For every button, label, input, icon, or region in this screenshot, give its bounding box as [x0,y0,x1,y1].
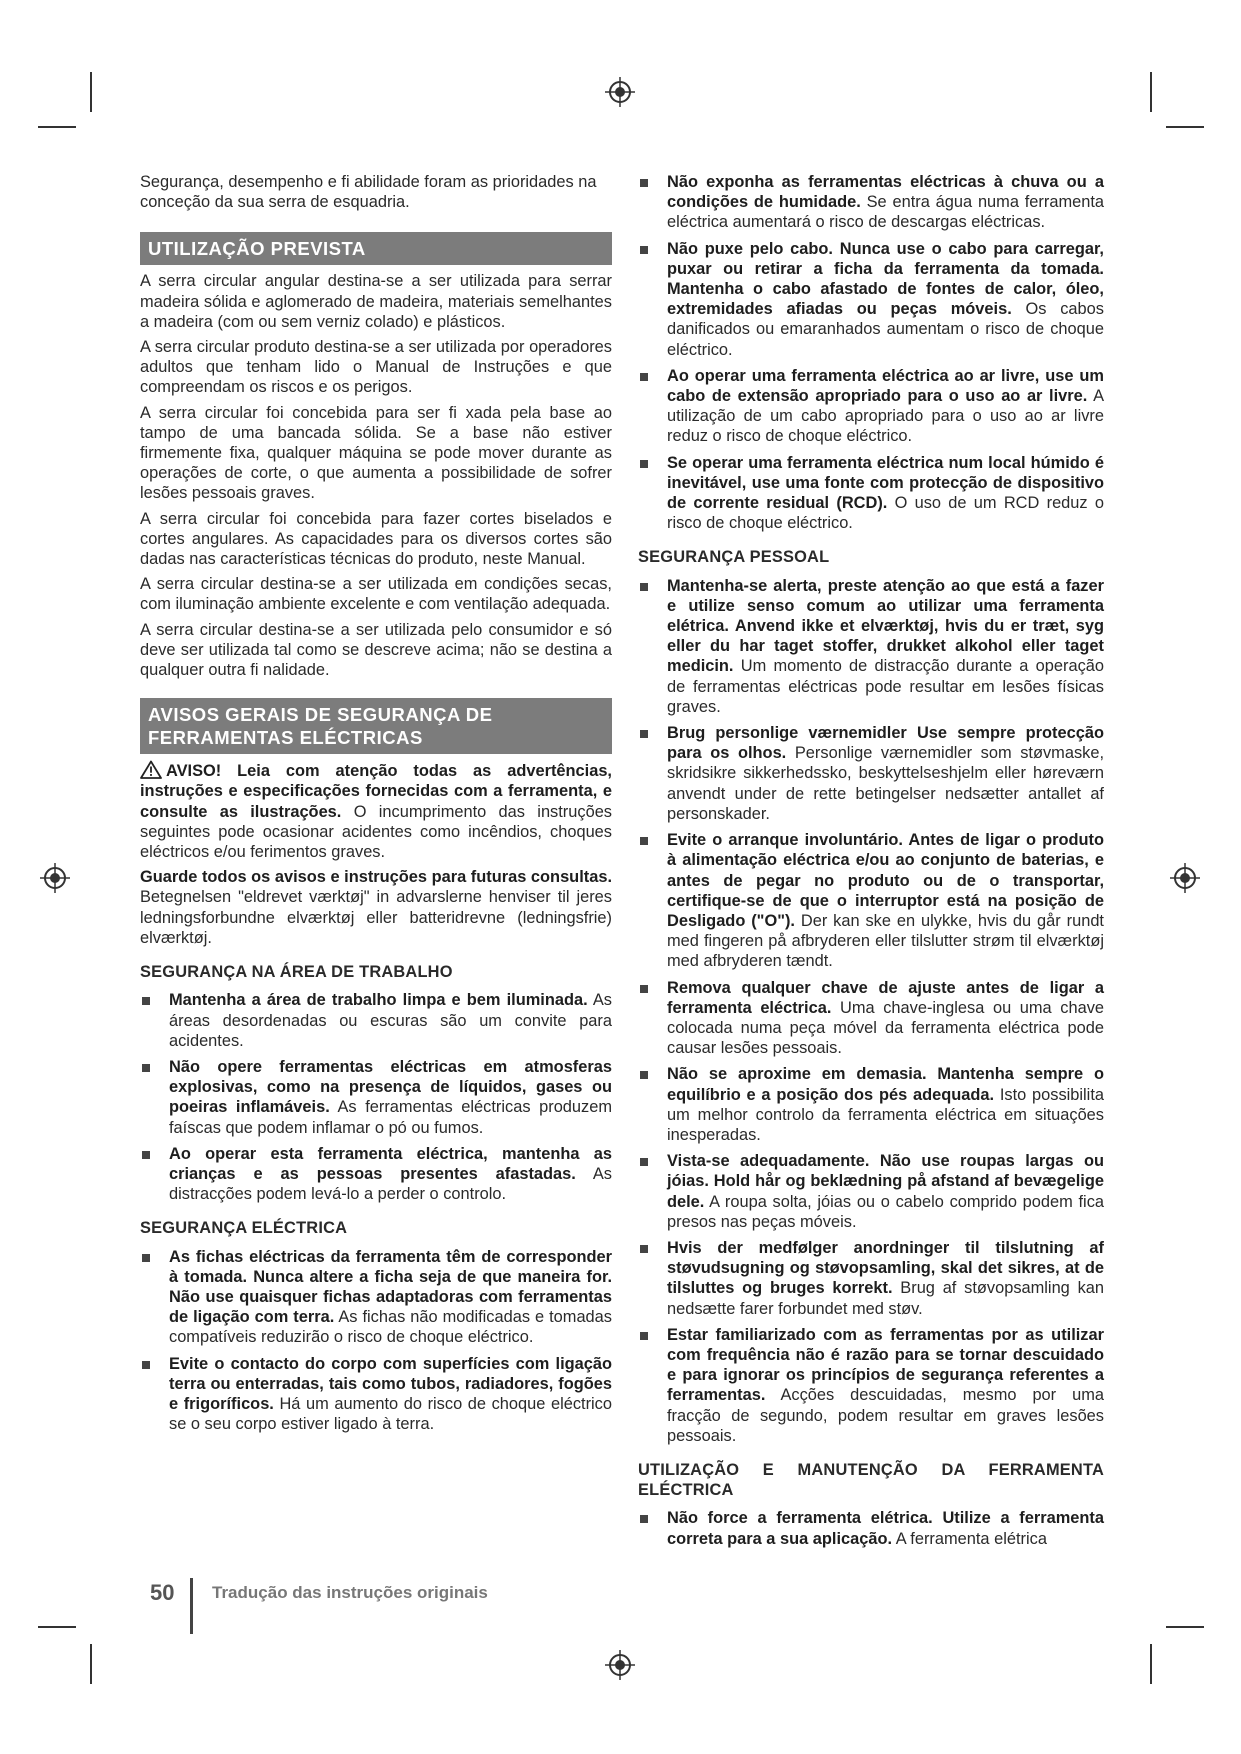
list-item [140,1247,612,1348]
intended-use-paragraph: A serra circular destina-se a ser utilizada em condições secas, com iluminação ambiente excelente e com ventilação adequada. [140,575,612,614]
bullet-icon [640,1515,648,1523]
crop-mark [38,126,76,128]
electrical-list-continued [638,172,1104,533]
item-bold: Não opere ferramentas eléctricas em atmosferas explosivas, como na presença de líquidos, gases ou poeiras inflamáveis. [169,1057,612,1117]
crop-mark [90,1644,92,1684]
bullet-icon [640,460,648,468]
bullet-icon [640,1158,648,1166]
item-bold: Ao operar esta ferramenta eléctrica, mantenha as crianças e as pessoas presentes afastadas. [169,1144,612,1183]
item-text: Um momento de distracção durante a operação de ferramentas eléctricas pode resultar em lesões físicas graves. [667,657,1104,716]
bullet-icon [142,1254,150,1262]
item-bold: Se operar uma ferramenta eléctrica num local húmido é inevitável, use uma fonte com protecção de dispositivo de corrente residual (RCD). [667,453,1104,513]
list-item [638,453,1104,534]
section-title-line: FERRAMENTAS ELÉCTRICAS [148,727,423,749]
bullet-icon [640,1332,648,1340]
bullet-icon [640,985,648,993]
section-title-intended-use: UTILIZAÇÃO PREVISTA [140,232,612,265]
item-text: Personlige værnemidler som støvmaske, skridsikre sikkerhedssko, beskyttelseshjelm eller høreværn anvendt under de rette betingelser nedsætter antallet af personskader. [667,744,1104,823]
list-item [140,990,612,1051]
intro-paragraph: Segurança, desempenho e fi abilidade foram as prioridades na conceção da sua serra de esquadria. [140,173,597,212]
warning-triangle-icon [140,760,162,779]
bullet-icon [640,246,648,254]
item-text: O uso de um RCD reduz o risco de choque eléctrico. [667,494,1104,533]
list-item [638,576,1104,717]
crop-mark [38,1626,76,1628]
intended-use-paragraph: A serra circular destina-se a ser utilizada pelo consumidor e só deve ser utilizada tal como se descreve acima; não se destina a qualquer outra fi nalidade. [140,620,612,680]
item-bold: Vista-se adequadamente. Não use roupas largas ou jóias. Hold hår og beklædning på afstand af bevægelige dele. [667,1152,1104,1211]
item-bold: Brug personlige værnemidler Use sempre protecção para os olhos. [667,724,1104,763]
list-item [140,1144,612,1205]
keep-text: Betegnelsen "eldrevet værktøj" in advarslerne henviser til jeres ledningsforbundne elværktøj eller batteridrevne (ledningsfrie) elværktøj. [140,888,612,947]
item-bold: Estar familiarizado com as ferramentas por as utilizar com frequência não é razão para se tornar descuidado e para ignorar os princípios de segurança referentes a ferramentas. [667,1325,1104,1405]
item-text: Se entra água numa ferramenta eléctrica aumentará o risco de descargas eléctricas. [667,193,1105,232]
item-bold: Mantenha a área de trabalho limpa e bem iluminada. [169,991,588,1010]
list-item [638,830,1104,971]
item-bold: Evite o arranque involuntário. Antes de ligar o produto à alimentação eléctrica e/ou ao conjunto de baterias, e antes de pegar no produto ou de o transportar, certifique-se de que o interruptor está na posição de Desligado ("O"). [667,831,1104,930]
item-text: As fichas não modificadas e tomadas compatíveis reduzirão o risco de choque eléctrico. [169,1308,612,1347]
keep-instructions-paragraph [140,867,612,948]
bullet-icon [142,1151,150,1159]
warning-bold: AVISO! Leia com atenção todas as advertências, instruções e especificações fornecidas com a ferramenta, e consulte as ilustrações. [140,762,612,821]
right-column [638,172,1104,1555]
crop-mark [90,72,92,112]
list-item [140,1057,612,1138]
item-bold: Ao operar uma ferramenta eléctrica ao ar livre, use um cabo de extensão apropriado para o uso ao ar livre. [667,366,1104,406]
subhead-work-area: SEGURANÇA NA ÁREA DE TRABALHO [140,963,453,982]
registration-mark-icon [605,1650,635,1680]
registration-mark-icon [605,77,635,107]
bullet-icon [142,1064,150,1072]
item-text: Uma chave-inglesa ou uma chave colocada numa peça móvel da ferramenta eléctrica pode causar lesões pessoais. [667,998,1105,1058]
personal-list [638,576,1104,1446]
item-bold: Não puxe pelo cabo. Nunca use o cabo para carregar, puxar ou retirar a ficha da ferramenta da tomada. Mantenha o cabo afastado de fontes de calor, óleo, extremidades afiadas ou peças móveis. [667,239,1104,319]
registration-mark-icon [40,863,70,893]
item-text: As ferramentas eléctricas produzem faíscas que podem inflamar o pó ou fumos. [169,1098,613,1137]
list-item [638,1238,1104,1319]
item-bold: Remova qualquer chave de ajuste antes de ligar a ferramenta eléctrica. [667,978,1104,1017]
bullet-icon [640,730,648,738]
intended-use-paragraph: A serra circular foi concebida para fazer cortes biselados e cortes angulares. As capacidades para os diversos cortes são dadas nas características técnicas do produto, neste Manual. [140,509,612,569]
list-item [638,1151,1104,1232]
bullet-icon [640,373,648,381]
subhead-personal: SEGURANÇA PESSOAL [638,548,830,567]
list-item [638,1064,1104,1145]
subhead-electrical: SEGURANÇA ELÉCTRICA [140,1219,348,1238]
left-column [140,172,612,1440]
section-title-general-warnings [140,698,612,754]
item-text: A utilização de um cabo apropriado para o uso ao ar livre reduz o risco de choque eléctrico. [667,387,1105,446]
item-bold: As fichas eléctricas da ferramenta têm de corresponder à tomada. Nunca altere a ficha seja de que maneira for. Não use quaisquer fichas adaptadoras com ferramentas de ligação com terra. [169,1247,612,1327]
item-text: Há um aumento do risco de choque eléctrico se o seu corpo estiver ligado à terra. [169,1394,612,1434]
item-text: As distracções podem levá-lo a perder o controlo. [169,1164,612,1204]
item-text: Isto possibilita um melhor controlo da ferramenta eléctrica em situações inesperadas. [667,1085,1104,1144]
crop-mark [1166,1626,1204,1628]
use-maintenance-list [638,1508,1104,1548]
item-text: A roupa solta, jóias ou o cabelo comprido podem fica presos nas peças móveis. [667,1192,1105,1231]
footer-text: Tradução das instruções originais [212,1583,488,1602]
intended-use-paragraph: A serra circular angular destina-se a ser utilizada para serrar madeira sólida e aglomerado de madeira, materiais semelhantes a madeira (com ou sem verniz colado) e plásticos. [140,272,612,331]
list-item [638,1508,1104,1548]
intended-use-paragraph: A serra circular produto destina-se a ser utilizada por operadores adultos que tenham lido o Manual de Instruções e que compreendam os riscos e os perigos. [140,338,612,397]
item-text: Os cabos danificados ou emaranhados aumentam o risco de choque eléctrico. [667,300,1104,359]
item-text: A ferramenta elétrica [895,1529,1047,1548]
work-area-list [140,990,612,1204]
subhead-use-maintenance: UTILIZAÇÃO E MANUTENÇÃO DA FERRAMENTA ELÉCTRICA [638,1460,1104,1500]
bullet-icon [640,1245,648,1253]
list-item [638,239,1104,360]
bullet-icon [640,837,648,845]
bullet-icon [640,583,648,591]
list-item [638,172,1104,233]
registration-mark-icon [1170,863,1200,893]
electrical-list [140,1247,612,1435]
crop-mark [1150,1644,1152,1684]
item-text: Der kan ske en ulykke, hvis du går rundt med fingeren på afbryderen eller tilslutter strøm til elværktøj med afbryderen tændt. [667,911,1104,971]
list-item [638,1325,1104,1446]
keep-bold: Guarde todos os avisos e instruções para futuras consultas. [140,868,612,887]
warning-paragraph [140,760,612,862]
list-item [638,978,1104,1059]
bullet-icon [142,1361,150,1369]
page-number: 50 [150,1580,175,1605]
list-item [638,366,1104,447]
item-bold: Evite o contacto do corpo com superfícies com ligação terra ou enterradas, tais como tubos, radiadores, fogões e frigoríficos. [169,1354,612,1413]
intended-use-paragraph: A serra circular foi concebida para ser fi xada pela base ao tampo de uma bancada sólida. Se a base não estiver firmemente fixa, qualquer máquina se pode mover durante as operações de corte, o que aumenta a possibilidade de sofrer lesões pessoais graves. [140,403,612,503]
list-item [140,1354,612,1435]
item-bold: Não exponha as ferramentas eléctricas à chuva ou a condições de humidade. [667,173,1104,212]
crop-mark [1150,72,1152,112]
warning-text: O incumprimento das instruções seguintes pode ocasionar acidentes como incêndios, choques eléctricos e/ou ferimentos graves. [140,802,612,862]
item-bold: Não se aproxime em demasia. Mantenha sempre o equilíbrio e a posição dos pés adequada. [667,1065,1104,1104]
item-bold: Hvis der medfølger anordninger til tilslutning af støvudsugning og støvopsamling, skal det sikres, at de tilsluttes og bruges korrekt. [667,1238,1104,1298]
bullet-icon [640,1071,648,1079]
crop-mark [1166,126,1204,128]
item-text: As áreas desordenadas ou escuras são um convite para acidentes. [169,991,612,1050]
list-item [638,723,1104,824]
item-text: Brug af støvopsamling kan nedsætte farer forbundet med støv. [667,1279,1104,1318]
item-bold: Mantenha-se alerta, preste atenção ao que está a fazer e utilize senso comum ao utilizar uma ferramenta elétrica. Anvend ikke et elværktøj, hvis du er træt, syg eller du har taget stoffer, drukket alkohol eller taget medicin. [667,576,1104,676]
section-title-line: AVISOS GERAIS DE SEGURANÇA DE [148,704,493,726]
bullet-icon [142,997,150,1005]
bullet-icon [640,179,648,187]
item-text: Acções descuidadas, mesmo por uma fracção de segundo, podem resultar em graves lesões pessoais. [667,1386,1104,1445]
footer-divider [190,1578,193,1634]
item-bold: Não force a ferramenta elétrica. Utilize a ferramenta correta para a sua aplicação. [667,1509,1104,1548]
